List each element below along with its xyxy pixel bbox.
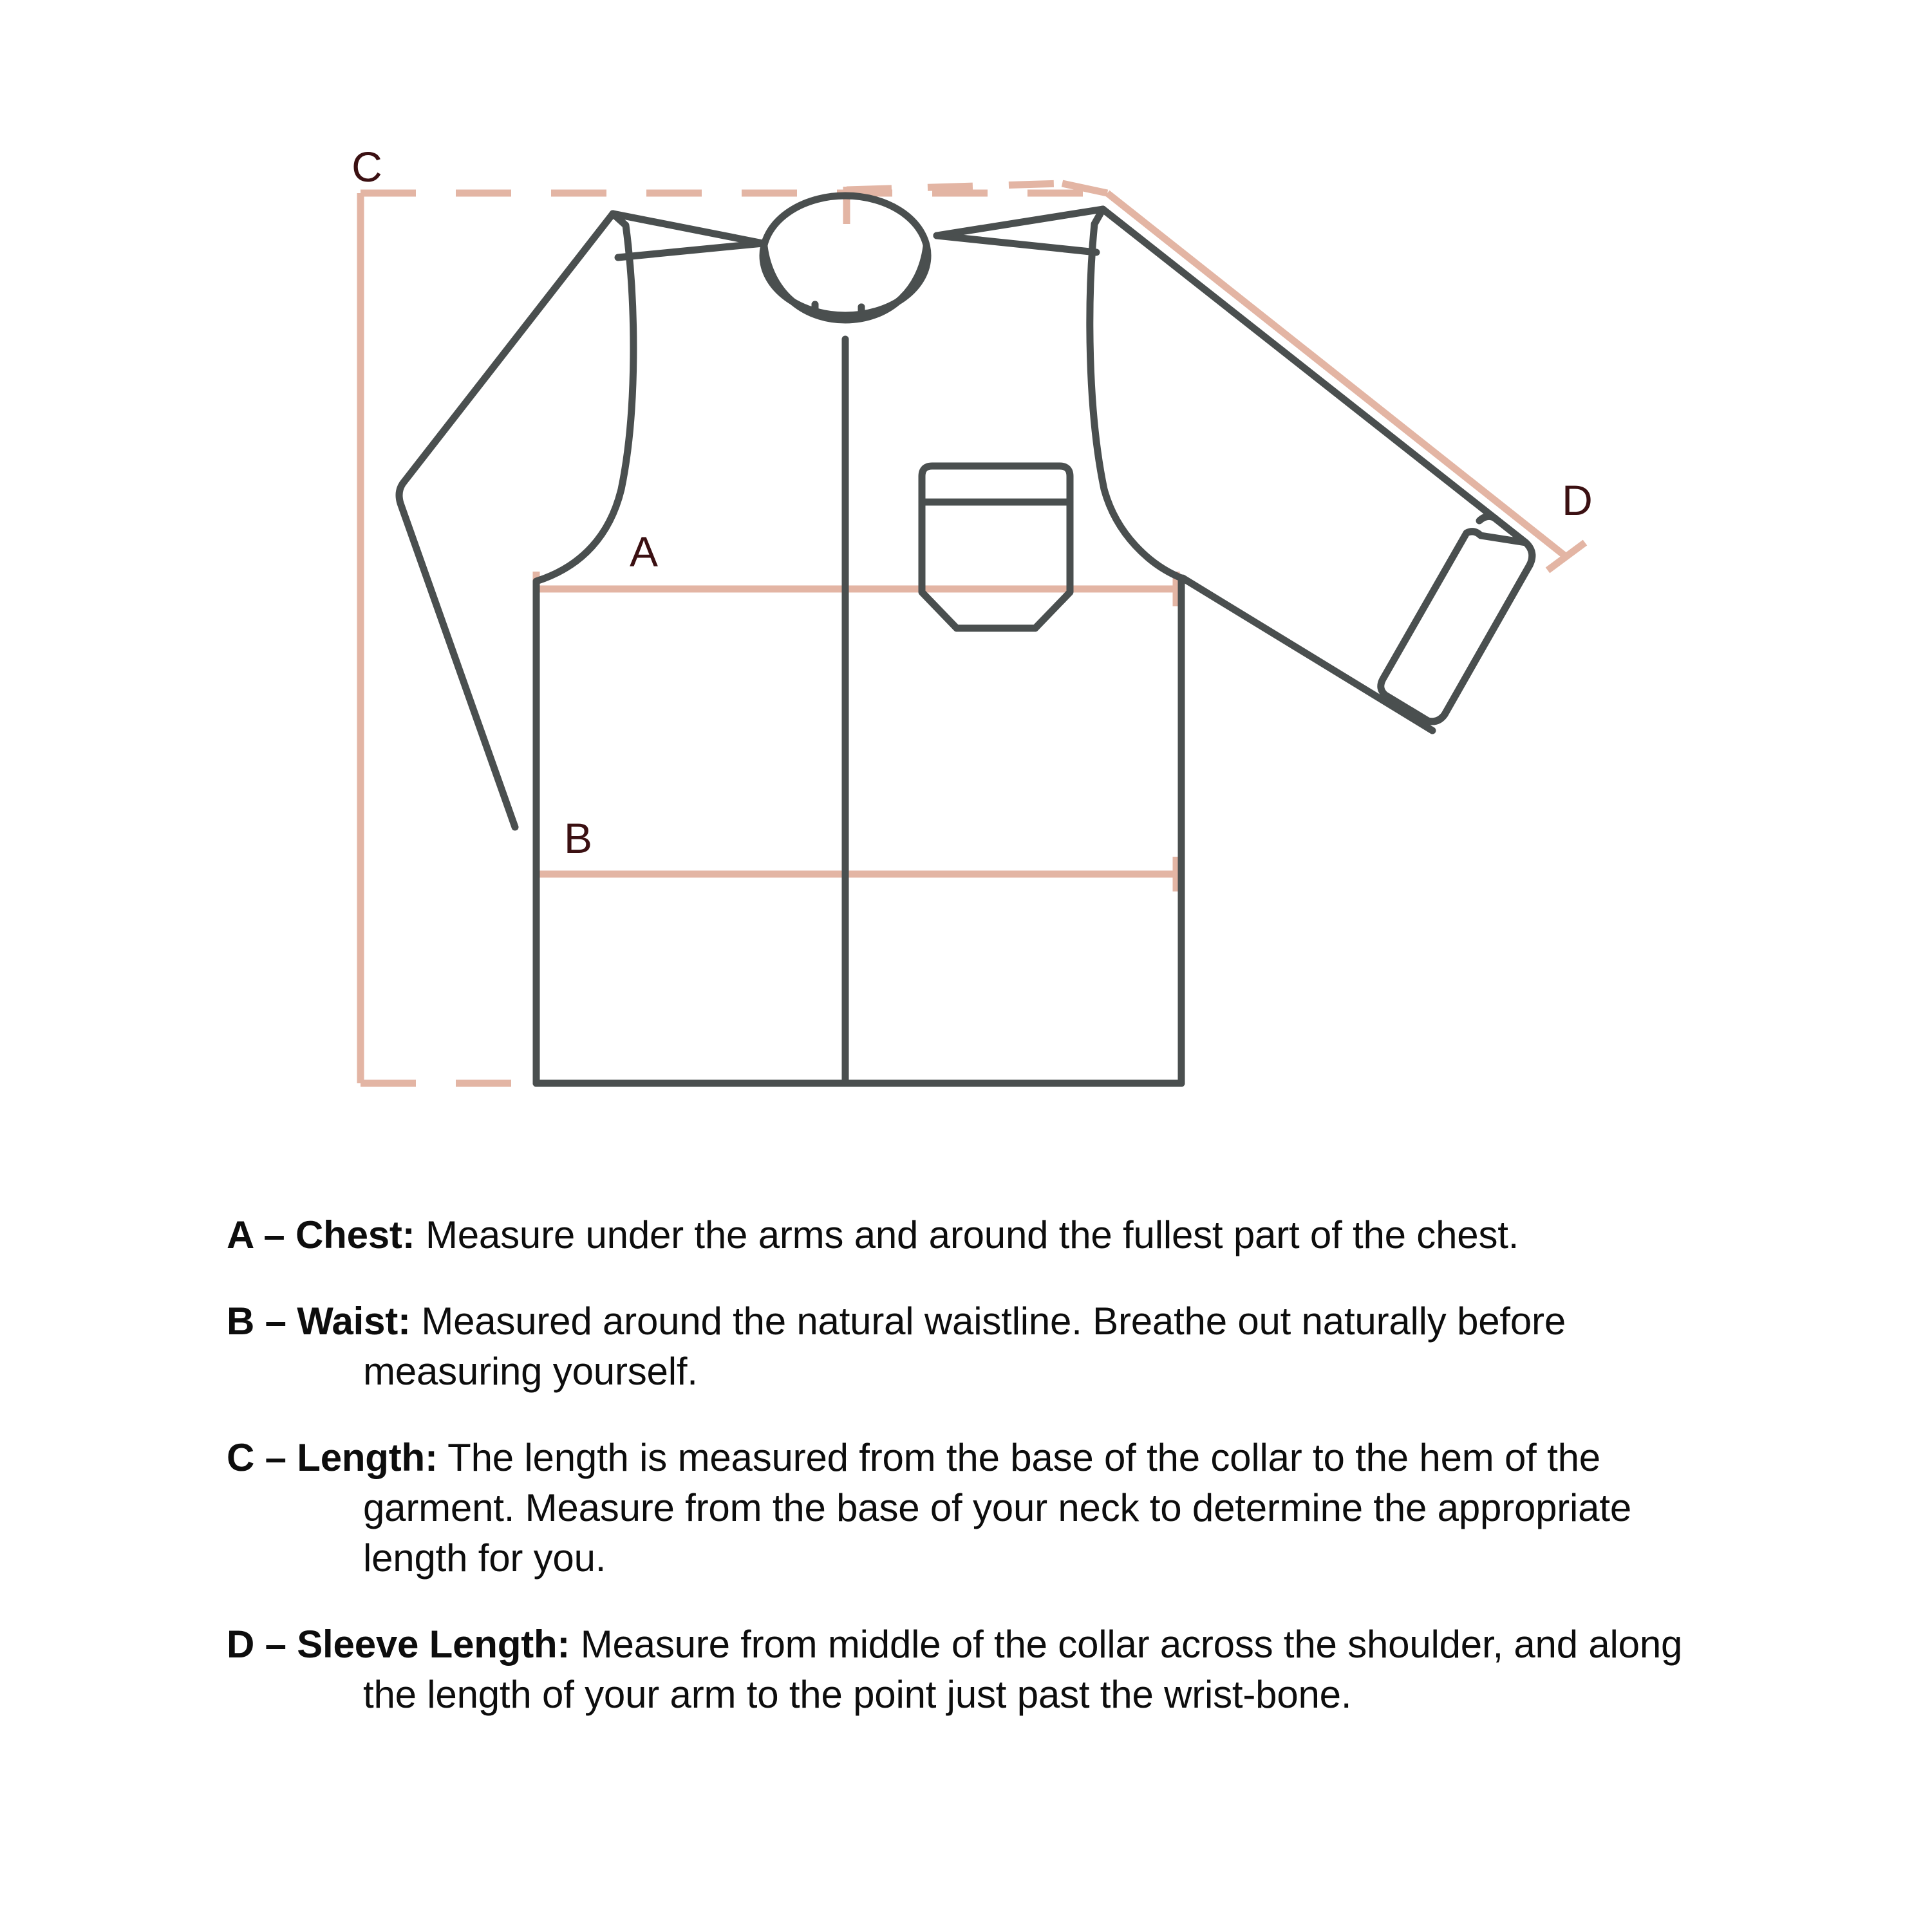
dimension-c (361, 193, 1107, 1083)
chest-pocket (922, 466, 1070, 628)
right-sleeve-cuff-seam (1479, 516, 1495, 521)
legend-term-waist: B – Waist: (227, 1300, 411, 1343)
legend-item-sleeve-length (227, 1619, 1746, 1720)
legend-item-waist (227, 1296, 1746, 1397)
legend-description-length: The length is measured from the base of the collar to the hem of the garment. Measure from the base of your neck to determine the appropriate length for you. (363, 1436, 1631, 1580)
dimension-a (534, 572, 1178, 606)
left-neckline (613, 214, 763, 243)
left-sleeve (399, 214, 613, 827)
legend-description-waist: Measured around the natural waistline. Breathe out naturally before measuring yourself. (363, 1300, 1566, 1393)
legend-item-length (227, 1433, 1746, 1583)
right-sleeve-cuff (1410, 565, 1530, 722)
dimension-d-sleeve (1107, 193, 1567, 557)
dimension-b (534, 857, 1178, 891)
legend-term-length: C – Length: (227, 1436, 438, 1479)
dimension-d-collar-leader (847, 183, 1062, 190)
dimension-d (847, 183, 1585, 570)
left-body-panel (536, 214, 633, 1083)
dimension-lines (361, 183, 1585, 1083)
legend-description-sleeve-length: Measure from middle of the collar across the shoulder, and along the length of your arm to the point just past the wrist-bone. (363, 1623, 1683, 1716)
right-neckline (937, 209, 1103, 236)
right-sleeve-upper-seam (1103, 209, 1532, 565)
marker-label-a: A (629, 528, 659, 575)
garment-outline (399, 196, 1532, 1083)
left-yoke-seam (618, 243, 763, 257)
legend-item-chest (227, 1210, 1746, 1260)
right-cuff-rect (1381, 532, 1532, 722)
right-body-panel (1090, 209, 1181, 1083)
marker-label-d: D (1562, 476, 1593, 524)
marker-label-b: B (563, 814, 593, 862)
legend-term-chest: A – Chest: (227, 1213, 415, 1256)
legend-description-chest: Measure under the arms and around the fullest part of the chest. (425, 1213, 1519, 1256)
legend-term-sleeve-length: D – Sleeve Length: (227, 1623, 570, 1666)
right-yoke-seam (937, 236, 1096, 252)
collar-inner-curve (764, 247, 926, 320)
marker-label-c: C (352, 143, 382, 191)
measurement-legend (227, 1210, 1746, 1720)
